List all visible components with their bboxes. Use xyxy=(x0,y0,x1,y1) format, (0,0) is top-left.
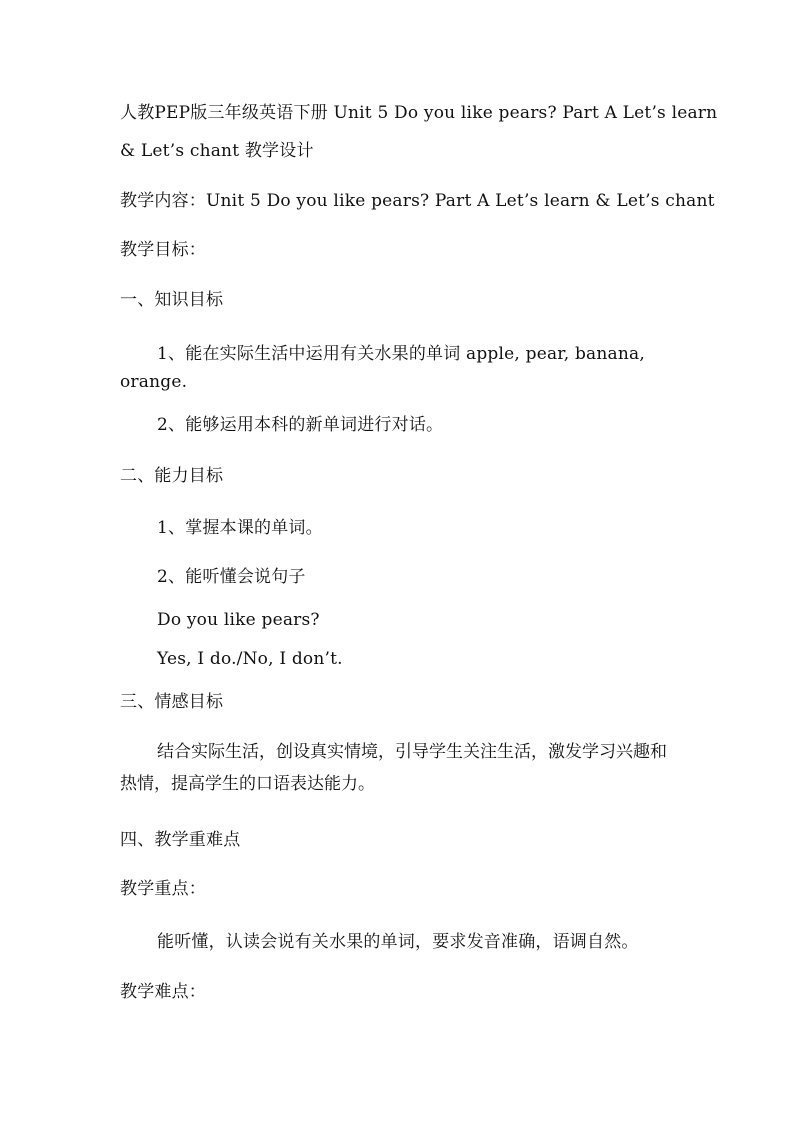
document-title-line-2: & Let’s chant 教学设计 xyxy=(120,141,314,161)
document-title-line-1: 人教PEP版三年级英语下册 Unit 5 Do you like pears? Part A Let’s learn xyxy=(120,103,718,123)
emotion-goals-heading: 三、情感目标 xyxy=(120,692,224,712)
teaching-content: 教学内容：Unit 5 Do you like pears? Part A Let’s learn & Let’s chant xyxy=(120,191,715,211)
knowledge-item-1-line-2: orange. xyxy=(120,372,188,392)
teaching-difficulty-label: 教学难点： xyxy=(120,982,206,1002)
key-points-heading: 四、教学重难点 xyxy=(120,830,241,850)
teaching-goals-label: 教学目标： xyxy=(120,240,206,260)
knowledge-goals-heading: 一、知识目标 xyxy=(120,290,224,310)
knowledge-item-2: 2、能够运用本科的新单词进行对话。 xyxy=(157,415,444,435)
teaching-focus-label: 教学重点： xyxy=(120,879,206,899)
example-sentence-2: Yes, I do./No, I don’t. xyxy=(157,649,343,669)
ability-goals-heading: 二、能力目标 xyxy=(120,466,224,486)
teaching-focus-text: 能听懂，认读会说有关水果的单词，要求发音准确，语调自然。 xyxy=(157,932,639,952)
ability-item-1: 1、掌握本课的单词。 xyxy=(157,518,323,538)
emotion-goals-paragraph: 结合实际生活，创设真实情境，引导学生关注生活，激发学习兴趣和热情，提高学生的口语表达能力。 xyxy=(120,742,667,794)
knowledge-item-1-line-1: 1、能在实际生活中运用有关水果的单词 apple, pear, banana, xyxy=(157,344,645,364)
example-sentence-1: Do you like pears? xyxy=(157,610,320,630)
ability-item-2: 2、能听懂会说句子 xyxy=(157,567,306,587)
